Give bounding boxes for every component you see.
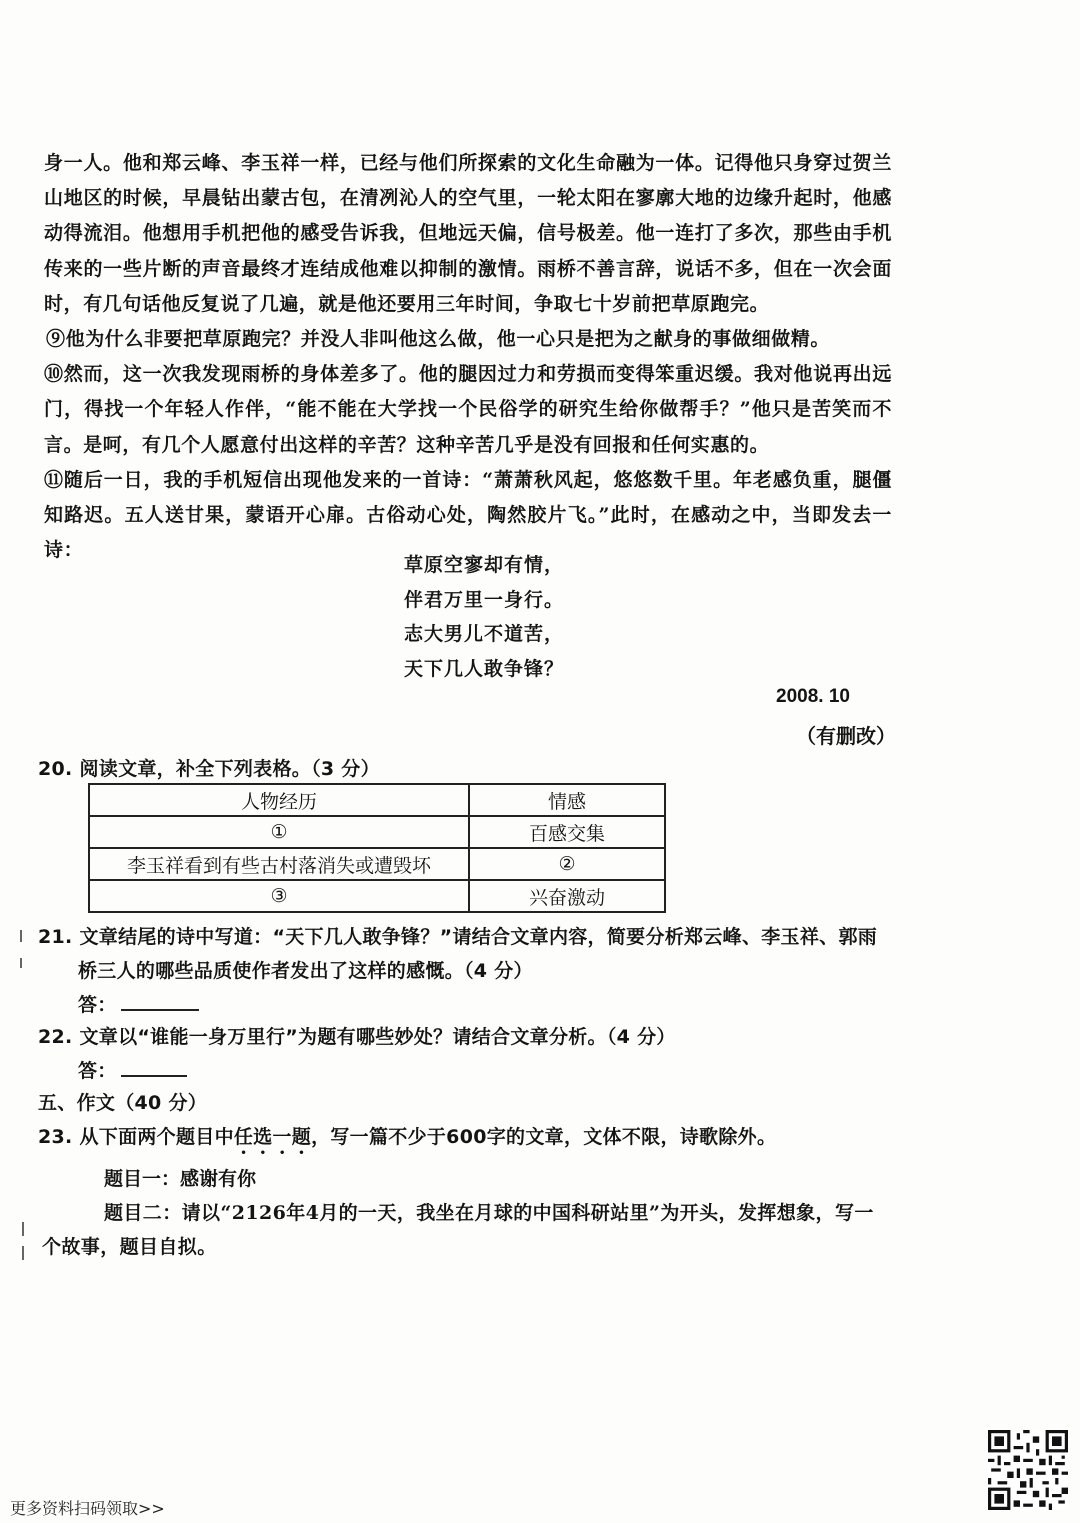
question-22-answer: [38, 1054, 898, 1088]
question-20-table: [88, 783, 666, 913]
question-21-line-2: 桥三人的哪些品质使作者发出了这样的感慨。（4 分）: [78, 960, 533, 982]
poem: [404, 548, 564, 686]
qr-code-icon[interactable]: [988, 1430, 1068, 1510]
article-date: 2008. 10: [776, 686, 850, 707]
essay-topic-1: 题目一：感谢有你: [104, 1168, 257, 1190]
answer-blank: [121, 989, 199, 1011]
margin-mark: [22, 1246, 24, 1260]
table-row: [89, 816, 665, 848]
essay-topic-2: 题目二：请以“2126年4月的一天，我坐在月球的中国科研站里”为开头，发挥想象，写一个故事，题目自拟。: [42, 1202, 874, 1258]
answer-blank: [121, 1055, 187, 1077]
margin-mark: [20, 958, 22, 968]
section-5-title: 五、作文（40 分）: [38, 1092, 208, 1114]
margin-mark: [20, 930, 22, 942]
table-row: [89, 880, 665, 912]
footer-text: 更多资料扫码领取>>: [10, 1499, 165, 1518]
passage-body: [44, 146, 892, 568]
table-cell: 兴奋激动: [469, 880, 665, 912]
table-header-cell: 情感: [469, 784, 665, 816]
paragraph-11: ⑪随后一日，我的手机短信出现他发来的一首诗：“萧萧秋风起，悠悠数千里。年老感负重，腿僵知路迟。五人送甘果，蒙语开心扉。古俗动心处，陶然胶片飞。”此时，在感动之中，当即发去一诗：: [44, 468, 892, 562]
paragraph-continued: 身一人。他和郑云峰、李玉祥一样，已经与他们所探索的文化生命融为一体。记得他只身穿过贺兰山地区的时候，早晨钻出蒙古包，在清冽沁人的空气里，一轮太阳在寥廓大地的边缘升起时，他感动得流泪。他想用手机把他的感受告诉我，但地远天偏，信号极差。他一连打了多次，那些由手机传来的一些片断的声音最终才连结成他难以抑制的激情。雨桥不善言辞，说话不多，但在一次会面时，有几句话他反复说了几遍，就是他还要用三年时间，争取七十岁前把草原跑完。: [44, 152, 892, 315]
question-21-line-1: 21. 文章结尾的诗中写道：“天下几人敢争锋？”请结合文章内容，简要分析郑云峰、李玉祥、郭雨: [38, 926, 878, 948]
edit-note: （有删改）: [796, 724, 896, 748]
answer-label: 答：: [78, 1060, 117, 1082]
question-23: [38, 1120, 898, 1159]
question-22: [38, 1020, 898, 1088]
table-row: [89, 848, 665, 880]
question-22-prompt: 22. 文章以“谁能一身万里行”为题有哪些妙处？请结合文章分析。（4 分）: [38, 1026, 676, 1048]
poem-line: 草原空寥却有情，: [404, 554, 565, 576]
table-cell: 百感交集: [469, 816, 665, 848]
paragraph-9: ⑨他为什么非要把草原跑完？并没人非叫他这么做，他一心只是把为之献身的事做细做精。: [46, 328, 831, 351]
margin-mark: [22, 1222, 24, 1236]
poem-line: 伴君万里一身行。: [404, 588, 565, 611]
question-20-prompt: 20. 阅读文章，补全下列表格。（3 分）: [38, 758, 380, 780]
table-cell: ①: [89, 816, 469, 848]
q23-text-pre: 23. 从下面两个题目中: [38, 1126, 234, 1148]
question-21: [38, 920, 898, 1022]
answer-label: 答：: [78, 994, 117, 1016]
question-21-answer: [38, 988, 898, 1022]
poem-line: 天下几人敢争锋？: [404, 657, 565, 680]
table-header-row: [89, 784, 665, 816]
table-header-cell: 人物经历: [89, 784, 469, 816]
table-cell: ②: [469, 848, 665, 880]
q23-text-post: ，写一篇不少于600字的文章，文体不限，诗歌除外。: [311, 1126, 777, 1148]
paragraph-10: ⑩然而，这一次我发现雨桥的身体差多了。他的腿因过力和劳损而变得笨重迟缓。我对他说再出远门，得找一个年轻人作伴，“能不能在大学找一个民俗学的研究生给你做帮手？”他只是苦笑而不言。是呵，有几个人愿意付出这样的辛苦？这种辛苦几乎是没有回报和任何实惠的。: [44, 363, 892, 456]
table-cell: 李玉祥看到有些古村落消失或遭毁坏: [89, 848, 469, 880]
q23-emphasis: 任选一题: [233, 1126, 312, 1148]
table-cell: ③: [89, 880, 469, 912]
poem-line: 志大男儿不道苦，: [404, 623, 565, 645]
